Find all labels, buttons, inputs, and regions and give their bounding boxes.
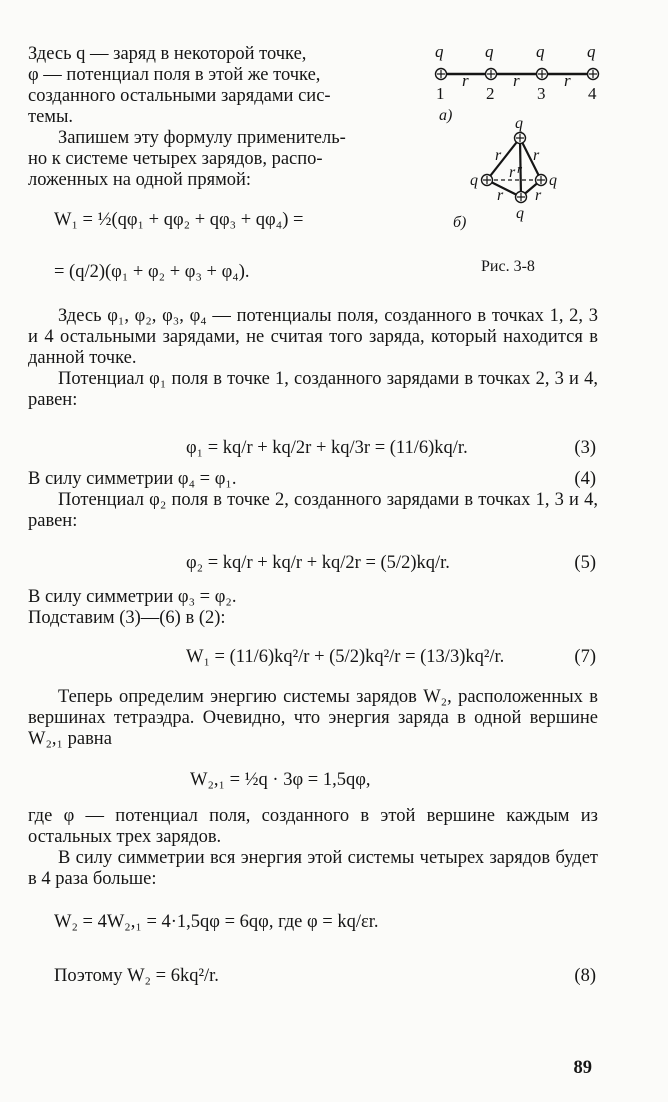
substitute-line: Подставим (3)—(6) в (2): [28,608,226,628]
charge-label: q [549,172,557,189]
charge-label: q [435,42,444,61]
tetrahedron-paragraph: Теперь определим энергию системы зарядов W₂, расположенных в вершинах тетраэдра. Очевидно, что энергия заряда в одной вершине W₂,₁ равна [28,687,598,749]
equation-text: W₁ = (11/6)kq²/r + (5/2)kq²/r = (13/3)kq²/r. [186,647,505,667]
figure-label-a: а) [439,107,453,124]
text-line: φ — потенциал поля в этой же точке, [28,65,321,85]
phi2-paragraph: Потенциал φ₂ поля в точке 2, созданного зарядами в точках 1, 3 и 4, равен: [28,490,598,531]
distance-label: r [517,161,523,176]
equation-8 [54,966,219,987]
intro-paragraph [28,44,413,128]
equation-text: φ₁ = kq/r + kq/2r + kq/3r = (11/6)kq/r. [186,438,468,458]
figure-part-a [435,42,599,124]
charge-label: q [515,115,523,132]
symmetry-2-line: В силу симметрии φ₃ = φ₂. [28,587,237,607]
distance-label: r [513,71,520,90]
distance-label: r [509,164,516,181]
charge-label: q [470,172,478,189]
equation-text: = (q/2)(φ₁ + φ₂ + φ₃ + φ₄). [54,262,250,282]
charge-label: q [516,205,524,222]
equation-number: (8) [574,966,596,986]
potentials-paragraph: Здесь φ₁, φ₂, φ₃, φ₄ — потенциалы поля, созданного в точках 1, 2, 3 и 4 остальными зарядами, не считая того заряда, который находится в данной точке. [28,306,598,368]
point-number: 1 [436,84,445,103]
equation-number: (7) [574,647,596,667]
equation-w2 [54,912,379,933]
point-number: 3 [537,84,546,103]
text-line: Здесь q — заряд в некоторой точке, [28,44,307,64]
text-line: ложенных на одной прямой: [28,170,252,190]
equation-w21 [190,770,371,791]
point-number: 4 [588,84,597,103]
equation-text: φ₂ = kq/r + kq/r + kq/2r = (5/2)kq/r. [186,553,450,573]
text-line: темы. [28,107,74,127]
figure-part-b [453,115,557,231]
equation-7 [186,647,504,668]
equation-number: (3) [574,438,596,458]
charge-label: q [536,42,545,61]
symmetry-all-paragraph: В силу симметрии вся энергия этой системы четырех зарядов будет в 4 раза больше: [28,848,598,889]
phi1-paragraph: Потенциал φ₁ поля в точке 1, созданного зарядами в точках 2, 3 и 4, равен: [28,369,598,410]
equation-text: W₁ = ½(qφ₁ + qφ₂ + qφ₃ + qφ₄) = [54,210,304,230]
equation-w1-line1 [54,210,303,231]
equation-text: Поэтому W₂ = 6kq²/r. [54,966,219,986]
apply-paragraph [28,128,413,191]
charge-label: q [587,42,596,61]
equation-text: W₂,₁ = ½q · 3φ = 1,5qφ, [190,770,371,790]
page-number: 89 [573,1058,592,1078]
distance-label: r [495,147,502,164]
distance-label: r [533,147,540,164]
charge-label: q [485,42,494,61]
text-line: созданного остальными зарядами сис- [28,86,331,106]
equation-number: (4) [574,469,596,489]
text-line: но к системе четырех зарядов, распо- [28,149,323,169]
distance-label: r [462,71,469,90]
equation-3 [186,438,468,459]
figure-3-8 [425,40,625,280]
distance-label: r [497,187,504,204]
text-line: В силу симметрии φ₄ = φ₁. [28,469,237,489]
equation-5 [186,553,450,574]
figure-label-b: б) [453,214,467,231]
equation-text: W₂ = 4W₂,₁ = 4·1,5qφ = 6qφ, где φ = kq/εr. [54,912,379,932]
equation-w1-line2 [54,262,250,283]
where-phi-paragraph: где φ — потенциал поля, созданного в этой вершине каждым из остальных трех зарядов. [28,806,598,847]
figure-caption: Рис. 3-8 [481,258,535,275]
equation-number: (5) [574,553,596,573]
symmetry-1-line [28,469,598,490]
distance-label: r [535,187,542,204]
point-number: 2 [486,84,495,103]
text-line: Запишем эту формулу применитель- [58,128,346,148]
distance-label: r [564,71,571,90]
